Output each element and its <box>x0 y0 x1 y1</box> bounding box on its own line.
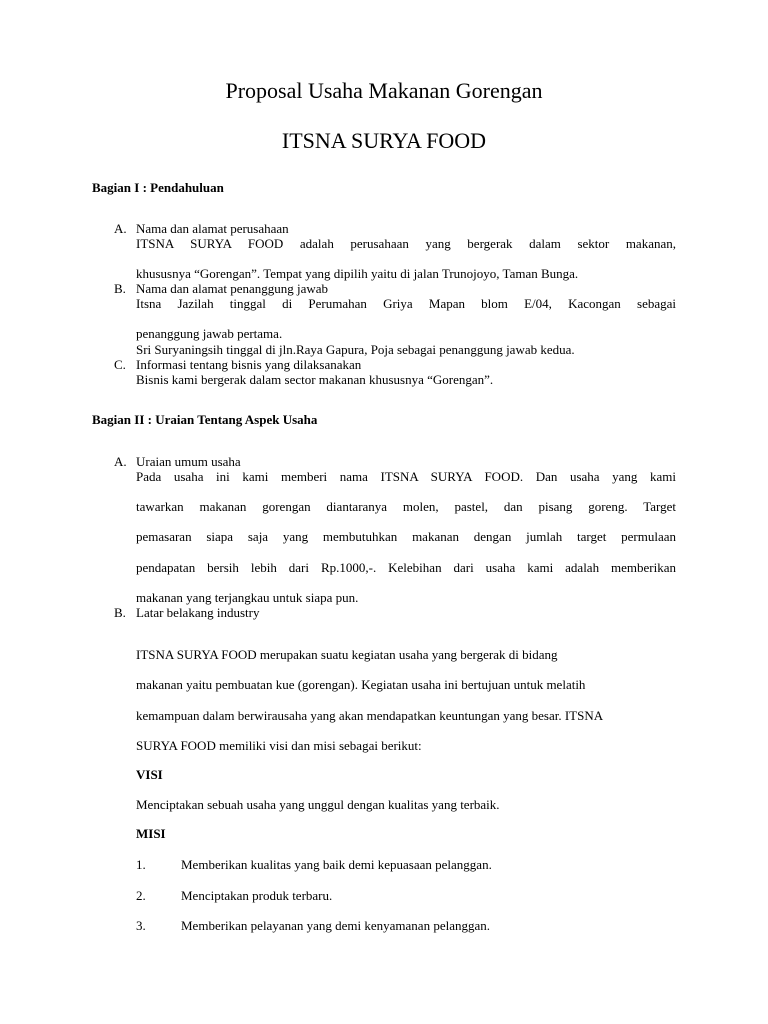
paragraph-line: pemasaran siapa saja yang membutuhkan makanan dengan jumlah target permulaan <box>136 529 676 544</box>
misi-heading: MISI <box>136 826 166 841</box>
paragraph-line: makanan yang terjangkau untuk siapa pun. <box>136 590 359 605</box>
list-letter: A. <box>114 221 127 236</box>
list-item-label: Nama dan alamat penanggung jawab <box>136 281 329 296</box>
list-item-label: Uraian umum usaha <box>136 454 241 469</box>
paragraph-line: Sri Suryaningsih tinggal di jln.Raya Gapura, Poja sebagai penanggung jawab kedua. <box>136 342 575 357</box>
paragraph-line: SURYA FOOD memiliki visi dan misi sebagai berikut: <box>136 738 422 753</box>
misi-item: Memberikan kualitas yang baik demi kepuasaan pelanggan. <box>181 857 492 872</box>
company-name: ITSNA SURYA FOOD <box>281 128 487 153</box>
visi-text: Menciptakan sebuah usaha yang unggul dengan kualitas yang terbaik. <box>136 797 500 812</box>
paragraph-line: ITSNA SURYA FOOD adalah perusahaan yang bergerak dalam sektor makanan, <box>136 236 676 251</box>
paragraph-line: makanan yaitu pembuatan kue (gorengan). Kegiatan usaha ini bertujuan untuk melatih <box>136 677 586 692</box>
misi-number: 3. <box>136 918 146 933</box>
paragraph-line: ITSNA SURYA FOOD merupakan suatu kegiatan usaha yang bergerak di bidang <box>136 647 558 662</box>
list-letter: A. <box>114 454 127 469</box>
list-letter: C. <box>114 357 126 372</box>
misi-number: 2. <box>136 888 146 903</box>
paragraph-line: Bisnis kami bergerak dalam sector makanan khususnya “Gorengan”. <box>136 372 494 387</box>
misi-number: 1. <box>136 857 146 872</box>
document-title: Proposal Usaha Makanan Gorengan <box>225 78 543 103</box>
paragraph-line: penanggung jawab pertama. <box>136 326 283 341</box>
paragraph-line: pendapatan bersih lebih dari Rp.1000,-. Kelebihan dari usaha kami adalah memberikan <box>136 560 676 575</box>
misi-item: Memberikan pelayanan yang demi kenyamanan pelanggan. <box>181 918 490 933</box>
misi-item: Menciptakan produk terbaru. <box>181 888 333 903</box>
list-item-label: Informasi tentang bisnis yang dilaksanakan <box>136 357 362 372</box>
paragraph-line: tawarkan makanan gorengan diantaranya molen, pastel, dan pisang goreng. Target <box>136 499 676 514</box>
visi-heading: VISI <box>136 767 163 782</box>
list-item-label: Nama dan alamat perusahaan <box>136 221 289 236</box>
list-letter: B. <box>114 281 126 296</box>
paragraph-line: khususnya “Gorengan”. Tempat yang dipilih yaitu di jalan Trunojoyo, Taman Bunga. <box>136 266 579 281</box>
paragraph-line: Itsna Jazilah tinggal di Perumahan Griya Mapan blom E/04, Kacongan sebagai <box>136 296 676 311</box>
section-heading-2: Bagian II : Uraian Tentang Aspek Usaha <box>92 412 318 427</box>
list-item-label: Latar belakang industry <box>136 605 260 620</box>
paragraph-line: kemampuan dalam berwirausaha yang akan mendapatkan keuntungan yang besar. ITSNA <box>136 708 604 723</box>
section-heading-1: Bagian I : Pendahuluan <box>92 180 224 195</box>
list-letter: B. <box>114 605 126 620</box>
paragraph-line: Pada usaha ini kami memberi nama ITSNA SURYA FOOD. Dan usaha yang kami <box>136 469 676 484</box>
